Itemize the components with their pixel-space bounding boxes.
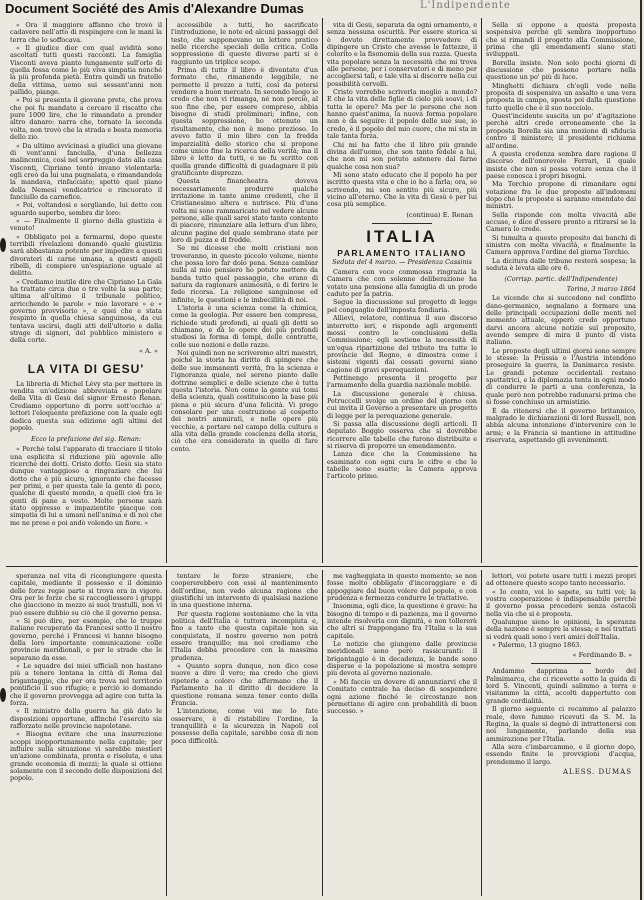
paragraph: « Mi faccio un dovere di annunziarvi che il Comitato centrale ha deciso di sospendere ogni azione finché le circostanze non permettano di agire con probabilità di buon successo. » bbox=[327, 677, 477, 716]
article-heading-vita-di-gesu: LA VITA DI GESU' bbox=[27, 361, 145, 376]
paragraph: L'istoria è una scienza come la chimica, come la geologia. Per essere ben compresa, richiede studi profondi, ai quali gli dotti so chiamano, e dà le opere dei più profondi studiosi la forma di tempi, delle contratte, colle sue nozioni e delle razze. bbox=[171, 304, 318, 349]
paragraph: Chi mi ha fatto che il libro più grande divina dell'uomo, che son tanto fedele a lui, che non mi son potuto astenere dal farne qualche cosa non sua? bbox=[327, 140, 477, 171]
section-divider bbox=[372, 223, 432, 224]
dateline: Torino, 3 marzo 1864 bbox=[566, 284, 636, 293]
paragraph: La libreria di Michel Lévy sta per mettere in vendita un'edizione abbreviata e popolare della Vita di Gesù del signor Ernesto Renan. Crediamo opportuno di porre sott'occhio a' lettori l'eloquente prefazione con la quale egli dedica questa sua edizione agli ultimi del popolo. bbox=[10, 379, 162, 432]
bottom-column-3 bbox=[327, 573, 477, 895]
paragraph: Le notizie che giungono dalle provincie meridionali sono però rassicuranti: il brigantaggio è in decadenza, le bande sono disperse e la popolazione si mostra sempre più devota al governo nazionale. bbox=[327, 640, 477, 678]
top-column-3 bbox=[327, 22, 477, 562]
column-rule bbox=[481, 570, 482, 896]
paragraph: Per questa ragione sosteniamo che la vita politica dell'Italia è tuttora incompiuta e, fino a tanto che questa capitale non sia conquistata, il nostro governo non potrà essere tranquillo; ma noi crediamo che l'Italia debba procedere con la massima prudenza. bbox=[171, 609, 318, 662]
newspaper-masthead: L'Indipendente bbox=[420, 0, 511, 11]
paragraph: « Da ultimo avvicinasi a giudici una giovane di vent'anni fanciulla, d'una bellezza malinconica, così nel sorpreggio dato alla casa Visconti, Cipriano tentò invano violentarla: egli creò da lui una pugnalata, e rimandandola la mandava, rinfacciato; spettò quel piano della Nemesi vendicatrice e rincuorato il fanciullo da carnefice. bbox=[10, 141, 162, 201]
section-heading-parlamento: PARLAMENTO ITALIANO bbox=[337, 247, 467, 258]
paragraph: La discussione generale è chiusa. Petruccelli svolge un ordine del giorno con cui invita il Governo a presentare un progetto di legge per la perequazione generale. bbox=[327, 389, 477, 420]
column-rule bbox=[481, 18, 482, 563]
paragraph: Mi sono stato educato che il popolo ha per iscritto questa vita e che io ho a farla; ora, se scrivendo, mi son sentito più sicuro, più vicino all'eterno. Che la vita di Gesù è per lui cosa più semplice. bbox=[327, 170, 477, 209]
paragraph: Si tumulta a questo proposito dai banchi di sinistra con molta vivacità, e finalmente la Camera approva l'ordine del giorno Torchio. bbox=[486, 233, 636, 257]
column-rule bbox=[166, 18, 167, 563]
paragraph: « Palermo, 13 giugno 1863. bbox=[492, 641, 582, 650]
article-signature: (continua) E. Renan bbox=[406, 210, 473, 219]
paragraph: « Quanto sopra dunque, non dico cose nuove a dire il vero; ma credo che giovi ripeterle a coloro che affermano che il Parlamento ha il diritto di decidere la questione romana senza tener conto della Francia. bbox=[171, 662, 318, 707]
page-edge bbox=[640, 0, 642, 900]
paragraph: Prima di tutto il libro è diventato d'un formato che, rimanendo leggibile, ne permette il prezzo a tutti, così da potersi vendere a buon mercato. In secondo luogo io credo che non vi rimanga, né non perciò, al suo fine che, per essere compreso, abbia bisogno di studi preliminari; infine, con questa soppressione, ho ottenuto un risultamento, che non è meno prezioso. Io avevo fatto il mio libro con la fredda imparzialità dello storico che si propone come unico fine la ricerca della verità; ma il libro è letto da tutti, e ne fu scritto con quella grande difficoltà di guadagnare il più gratificante disprezzo. bbox=[171, 66, 318, 177]
paragraph: La dicitura dalle tribune resterà sospesa; la seduta è levata alle ore 6. bbox=[486, 256, 636, 272]
paragraph: Andammo dapprima a bordo del Palmimarca, che ci ricevette sotto la guida di lord S. Vincenti, quindi salimmo a terra e visitammo la città, accolti dappertutto con grande cordialità. bbox=[486, 667, 636, 705]
column-rule bbox=[166, 570, 167, 896]
paragraph: « Il giudice dier con qual avidità sono ascoltati tutti questi racconti. La famiglia Visconti aveva pianto lungamente sull'orlo di quella fossa come le più viva simpatia nonché la più profonda pietà. Entra quindi un fratello della vittima, uomo sui sessant'anni non pallido, piange. bbox=[10, 44, 162, 97]
paragraph: « Obbligato poi a fermarmi, dopo queste terribili rivelazioni domandò quale giustizia sarà abbastanza potente per impedire a questi divoratori di carne umana, a questi angeli ribelli, di compiere un'espiazione uguale al delitto. bbox=[10, 232, 162, 278]
paragraph: « — Finalmente il giorno della giustizia è venuto! bbox=[10, 216, 162, 233]
bottom-column-4 bbox=[486, 573, 636, 895]
binding-hole bbox=[0, 238, 6, 252]
column-rule bbox=[322, 570, 323, 896]
top-column-2 bbox=[171, 22, 318, 562]
paragraph: Noi quindi non ne scriveremo altri maestri, poiché la storia ha diritto di spingere che delle sue immanenti verità, fra la scienza e l'ignoranza quale, nel sereno pianto dalle dottrine semplici e delle scienze che è tutta questa l'istoria. Non come la gente sui tomi della scienza, quali costituiscono la base più piena e più sicura d'una felicità. Vi prego consolare per una costruzione al cospetto dei nostri ammirati, e nelle opere più vecchie, a portare nel campo della cultura e alla vita della grande coscienza della storia, ciò che era considerato in quello di fare cento. bbox=[171, 349, 318, 453]
paragraph: speranza nel vita di ricongiungere questa capitale, mediante il possesso e il dominio delle forze regie parte si trova ora in vigore. Ora per le forze che si raccogliessero i gruppi che giacciono in mezzo ai suoi trastulli, non vi può essere dubbio su ciò che il governo pensa. bbox=[10, 573, 162, 617]
paragraph: A questa credenza sembra dare ragione il discorso dell'onorevole Ferrari, il quale insiste che non si possa votare senza che il paese conosca i propri bisogni. bbox=[486, 149, 636, 180]
paragraph: « Ora il maggiore affanno che trovò il cadavere nell'atto di respingere con le mani la terra che lo soffocava. bbox=[10, 22, 162, 44]
paragraph: « Crediamo inutile dire che Cipriano La Gala ha trattato circa due o tre volte la sua parte; ultima all'ultimo il tribunale politico, arricchendo le parole « mio lavorare » e « governo provvisorio », e quei che e stata respinto in quella chiesa sanguinosa, da cui tentava uscirsi, dagli atti dell'ultorio e dalla strage di signori, del pubblico ministero e della corte. bbox=[10, 277, 162, 345]
top-column-1 bbox=[10, 22, 162, 562]
paragraph: Alla sera c'imbarcammo, e il giorno dopo, essendo finite le provvigioni d'acqua, prendemmo il largo. bbox=[486, 742, 636, 766]
paragraph: Sella si oppone a questa proposta sospensiva perchè gli sembra inopportuno che si rimandi il progetto alla Commissione, prima che gli emendamenti siano stati sviluppati. bbox=[486, 22, 636, 59]
paragraph: Le proposte degli ultimi giorni sono sempre le stesse: la Prussia e l'Austria intendono proseguire la guerra, la Danimarca resiste. Le grandi potenze occidentali restano spettatrici, e la diplomazia tenta in ogni modo di condurre le parti a una conferenza, la quale però non potrebbe radunarsi prima che si fosse conchiuso un armistizio. bbox=[486, 346, 636, 407]
paragraph: « Il ministro della guerra ha già dato le disposizioni opportune, affinché l'esercito sia rafforzato nelle provincie napoletane. bbox=[10, 707, 162, 730]
paragraph: « Perchè tolsi l'apparato di tracciare il titolo una esplicita sì riduzione più agevole alle ricerche dei dotti. Cristo dotto. Gesù sia stato dunque vantaggioso a ringraziare che lui dotto che è più sicuro, ignorante che facesse per primi, e per questa tale la gente di poco, qualche di queste mondo, a quelli cioè tra le genti di pane a vesto. Molte persone sarà stato oppresso e impazientite piacque con simpatia di lui a umani nell'anima e di noi che me ne prese e poi andò volendo un fiore. » bbox=[10, 445, 162, 527]
session-line: Seduta del 4 marzo. — Presidenza Cassinis bbox=[332, 257, 472, 266]
paragraph: Il giorno seguente ci recammo al palazzo reale, dove fummo ricevuti da S. M. la Regina, la quale si degnò di intrattenersi con noi lungamente, parlando della sua ammirazione per l'Italia. bbox=[486, 705, 636, 743]
bottom-column-1 bbox=[10, 573, 162, 895]
paragraph: Se mi dicesse che molti cristiani non troveranno, in questo piccolo volume, niente che possa loro far dolo pena. Senza cambiar nulla al mio pensiero ho potuto mettere da banda tutto quel passaggio, che erano di natura da ragionare animosità, e di ferire le fede ricorsa. La religione sanguinose ed infinite, le questioni e le imbecillità di noi. bbox=[171, 244, 318, 304]
paragraph: tentare le forze straniere, che coopererebbero con essi al mantenimento dell'ordine, non vedo alcuna ragione che giustifichi un intervento di qualsiasi nazione in una questione interna. bbox=[171, 573, 318, 610]
column-rule bbox=[322, 18, 323, 563]
paragraph: accessibile a tutti, ho sacrificato l'introduzione, le note ed alcuni passaggi del testo, che supponevano un lettore pratico nelle ricerche speciali della critica. Colla soppressione di queste diverse parti si è raggiunto un triplice scopo. bbox=[171, 22, 318, 66]
banner-title: Document Société des Amis d'Alexandre Dumas bbox=[5, 1, 304, 16]
author-signature: ALESS. DUMAS bbox=[562, 767, 632, 776]
paragraph: Ma Torchio propone di rimandare ogni votazione fra le due proposte all'indomani dopo che le proposte si saranno emendate dai ministri. bbox=[486, 180, 636, 211]
section-divider bbox=[531, 663, 591, 664]
bottom-column-2 bbox=[171, 573, 318, 895]
top-column-4 bbox=[486, 22, 636, 562]
paragraph: È da ritenersi che il governo britannico, malgrado le dichiarazioni di lord Russell, non abbia alcuna intenzione d'intervenire con le armi; e la Francia si mantiene in attitudine riservata, aspettando gli avvenimenti. bbox=[486, 406, 636, 444]
binding-hole bbox=[0, 688, 6, 702]
document-banner bbox=[0, 0, 644, 16]
paragraph: « Le squadre dei miei ufficiali non bastano più a tenere lontana la città di Roma dal brigantaggio, che per ora trova nel territorio pontificio il suo rifugio; e perciò io domando che il governo provvegga ad agire con tutta la forza. bbox=[10, 662, 162, 707]
paragraph: Quest'incidente suscita un po' d'agitazione perchè altri crede erroneamente che la proposta Borella sia una mozione di sfiducia contro il ministero; il presidente richiama all'ordine. bbox=[486, 112, 636, 150]
preface-intro: Ecco la prefazione del sig. Renan: bbox=[30, 435, 142, 444]
paragraph: Lanza dice che la Commissione ha esaminato con ogni cura le cifre e che le tabelle sono esatte; la Camera approva l'articolo primo. bbox=[327, 450, 477, 481]
paragraph: Minghetti dichiara ch'egli vede nella proposta di sospensiva un assalto e una vera proposta in campo, sposta poi dalla questione tutto quello che è il suo nocciolo. bbox=[486, 81, 636, 112]
correspondence-heading: (Corrisp. partic. dell'Indipendente) bbox=[504, 275, 618, 284]
paragraph: « Bisogna evitare che una insurrezione scoppi inopportunamente nella capitale; per influire sulla situazione vi sarebbe mestieri un'azione combinata, pronta e risoluta, e una grande economia di mezzi; la quale si ottiene solamente con il secondo delle disposizioni del popolo. bbox=[10, 730, 162, 783]
paragraph: Si passa alla discussione degli articoli. Il deputato Boggio osserva che si dovrebbe ricorrere alle tabelle che furono distribuite e si riserva di proporre un emendamento. bbox=[327, 419, 477, 450]
paragraph: L'intenzione, come voi me lo fate osservare, è di ristabilire l'ordine, la tranquillità e la sicurezza in Napoli col possesso della capitale, sarebbe cosa di non poca difficoltà. bbox=[171, 707, 318, 745]
paragraph: Pettinengo presenta il progetto per l'armamento della guardia nazionale mobile. bbox=[327, 373, 477, 390]
paragraph: Sella risponde con molta vivacità alle accuse, e dice d'essere pronto a ritirarsi se la Camera lo crede. bbox=[486, 210, 636, 234]
paragraph: Cristo vorrebbe scriverla meglio a mondo? E che la vita delle figlie di cielo più soavi, i di tutta le opere? Ma per le persone che non hanno quest'anima, la nuova forma popolare non è da seguire: il popolo delle sue sue, io credo, è il popolo del mio cuore, che mi sta in tale tanta forza. bbox=[327, 88, 477, 141]
paragraph: Le vicende che si succedono nel conflitto dano-germanico, segnalano a formare una delle principali occupazioni delle menti nel momento attuale, epperò credo opportuno darvi ancora alcune notizie sul proposito, avendo sempre di mira il punto di vista italiano. bbox=[486, 294, 636, 347]
paragraph: lettori, voi potete usare tutti i mezzi propri ad ottenere questo scopo tanto necessario. bbox=[486, 573, 636, 588]
paragraph: Allievi, relatore, continua il suo discorso interrotto ieri, e risponde agli argomenti mossi contro le conclusioni della Commissione; egli sostiene la necessità di un'equa ripartizione del tributo tra tutte le provincie del Regno, e dimostra come i sistemi vigenti dai cessati governi siano cagione di gravi sperequazioni. bbox=[327, 314, 477, 374]
paragraph: vita di Gesù, separata da ogni ornamento, e senza nessuna oscurità. Per essere storica si è dovuto direttamente provvedere di dipingere un Cristo che avesse le fattezze, il colorito e la fisonomia della sua razza. Questa vita popolare senza la necessità che mi trova alle persone, per i conservatori e di meno per accogliersi tali, e tale vita si discorre nella cui possibilità cervelli. bbox=[327, 22, 477, 88]
paragraph: « Poi si presenta il giovane prete, che prova che poi fu mandato a cercare il riscatto che pure 1000 lire, che le rimandato a prender altro danaro: narra che, tornato la seconda volta, non trovò che la strada e beata memoria dello zio. bbox=[10, 96, 162, 142]
paragraph: Camera con voce commossa ringrazia la Camera che con solenne deliberazione ha votato una pensione alla famiglia di un prode caduto per la patria. bbox=[327, 268, 477, 299]
paragraph: « Si può dire, per esempio, che le truppe italiane recuperate da Francesi sotto il nostro governo, perché i Francesi vi hanno bisogno della loro importante comunicazione colle provincie meridionali, e per le strade che le separano da esse. bbox=[10, 617, 162, 662]
paragraph: « Poi, voltandosi e sorgliando, lui detto con sguardo superbo, sembra dir loro: bbox=[10, 201, 162, 217]
paragraph: Insomma, egli dice, la questione è grave: ha bisogno di tempo e di pazienza, ma il governo intende risolverla con dignità, e non tollererà che altri si frappongano fra l'Italia e la sua capitale. bbox=[327, 602, 477, 640]
section-heading-italia: ITALIA bbox=[366, 226, 438, 246]
paragraph: « Io conto, voi lo sapete, su tutti voi; la vostra cooperazione è indispensabile perché il governo possa procedere senza ostacoli nella via che si è proposta. bbox=[486, 587, 636, 618]
fold-rule bbox=[6, 566, 638, 567]
article-signature: « A. » bbox=[138, 346, 158, 355]
paragraph: Qualunque sieno le opinioni, la speranza della nazione è sempre la stessa; e nei trattati si vedrà quali sono i veri amici dell'Italia. bbox=[486, 618, 636, 641]
paragraph: me vagheggiata in questo momento; se non fosse molto obbligato d'incoraggiare e di appoggiare dal buon volere del popolo, e con prudenza e fermezza condurre le trattative. bbox=[327, 573, 477, 603]
paragraph: Borella insiste. Non solo pochi giorni di discussione che possono portare nella questione un po' più di luce. bbox=[486, 58, 636, 82]
paragraph: Questa financheatra doveva necessariamente produrre qualche irritazione in tante anime credenti, che il Cristianesimo altera e nutrisce. Più d'una volta mi sono rammaricato nel vedere alcune persone, alle quali sarei stato tanto contento di piacere, rinunziare alla lettura d'un libro, alcune pagine del quale sembrano state per loro di puzza e di fredde. bbox=[171, 177, 318, 244]
letter-signature: « Ferdinando B. » bbox=[572, 651, 632, 660]
paragraph: Segue la discussione sul progetto di legge pel conguaglio dell'imposta fondiaria. bbox=[327, 298, 477, 314]
